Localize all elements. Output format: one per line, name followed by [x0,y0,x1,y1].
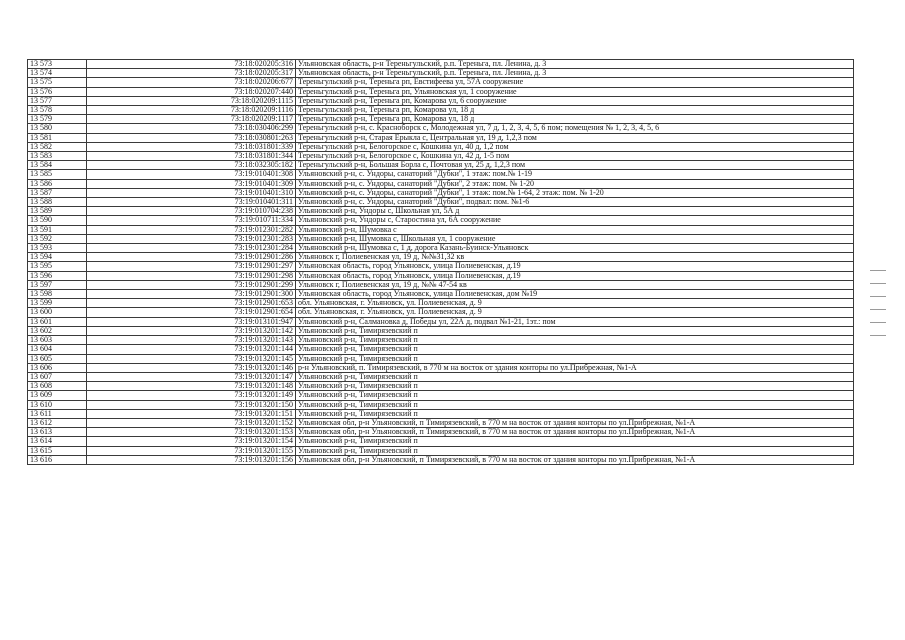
address-cell: Ульяновский р-н, Тимирязевский п [296,446,854,455]
row-number-cell: 13 609 [28,391,87,400]
address-cell: Тереньгульский р-н, Тереньга рп, Комарова ул, 18 д [296,106,854,115]
row-number-cell: 13 616 [28,455,87,464]
address-cell: Ульяновский р-н, Шумовка с [296,225,854,234]
row-number-cell: 13 583 [28,152,87,161]
cadastral-number-cell: 73:19:013201:152 [87,418,296,427]
address-cell: Ульяновский р-н, с. Ундоры, санаторий "Дубки", подвал: пом. №1-6 [296,198,854,207]
row-number-cell: 13 587 [28,188,87,197]
table-row [28,124,854,133]
address-cell: обл. Ульяновская, г. Ульяновск, ул. Полиевенская, д. 9 [296,308,854,317]
cadastral-number-cell: 73:18:020205:317 [87,69,296,78]
table-row [28,336,854,345]
table-row [28,133,854,142]
address-cell: Ульяновская область, город Ульяновск, улица Полиевенская, д.19 [296,262,854,271]
table-row [28,382,854,391]
address-cell: Ульяновский р-н, Ундоры с, Старостина ул, 6А сооружение [296,216,854,225]
cadastral-number-cell: 73:19:013201:142 [87,326,296,335]
address-cell: Ульяновский р-н, Салмановка д, Победы ул, 22А д, подвал №1-21, 1эт.: пом [296,317,854,326]
table-row [28,170,854,179]
row-number-cell: 13 582 [28,142,87,151]
row-number-cell: 13 596 [28,271,87,280]
margin-scan-marks [870,270,886,348]
cadastral-number-cell: 73:18:020209:1117 [87,115,296,124]
address-cell: Ульяновский р-н, Тимирязевский п [296,372,854,381]
row-number-cell: 13 615 [28,446,87,455]
table-row [28,207,854,216]
cadastral-number-cell: 73:19:013201:151 [87,409,296,418]
row-number-cell: 13 586 [28,179,87,188]
row-number-cell: 13 603 [28,336,87,345]
table-row [28,225,854,234]
address-cell: Тереньгульский р-н, Старая Ерыкла с, Центральная ул, 19 д, 1,2,3 пом [296,133,854,142]
address-cell: Ульяновский р-н, Тимирязевский п [296,382,854,391]
address-cell: Ульяновская область, город Ульяновск, улица Полиевенская, дом №19 [296,290,854,299]
address-cell: Ульяновская область, город Ульяновск, улица Полиевенская, д.19 [296,271,854,280]
row-number-cell: 13 595 [28,262,87,271]
table-row [28,262,854,271]
address-cell: Ульяновский р-н, Тимирязевский п [296,391,854,400]
address-cell: Тереньгульский р-н, Белогорское с, Кошкина ул, 42 д, 1-5 пом [296,152,854,161]
table-row [28,326,854,335]
address-cell: Ульяновский р-н, Шумовка с, Школьная ул, 1 сооружение [296,234,854,243]
cadastral-number-cell: 73:18:030801:263 [87,133,296,142]
table-row [28,152,854,161]
table-row [28,188,854,197]
address-cell: Тереньгульский р-н, Тереньга рп, Комарова ул, 18 д [296,115,854,124]
cadastral-number-cell: 73:19:010401:310 [87,188,296,197]
row-number-cell: 13 611 [28,409,87,418]
table-row [28,290,854,299]
table-row [28,253,854,262]
table-row [28,400,854,409]
row-number-cell: 13 591 [28,225,87,234]
row-number-cell: 13 608 [28,382,87,391]
row-number-cell: 13 576 [28,87,87,96]
table-row [28,428,854,437]
address-cell: Ульяновский р-н, Тимирязевский п [296,326,854,335]
address-cell: Ульяновский р-н, Тимирязевский п [296,345,854,354]
row-number-cell: 13 574 [28,69,87,78]
address-cell: Тереньгульский р-н, Большая Борла с, Почтовая ул, 25 д, 1,2,3 пом [296,161,854,170]
table-row [28,418,854,427]
table-row [28,345,854,354]
row-number-cell: 13 580 [28,124,87,133]
cadastral-number-cell: 73:18:020206:677 [87,78,296,87]
cadastral-number-cell: 73:19:013201:145 [87,354,296,363]
address-cell: Ульяновская обл, р-н Ульяновский, п Тимирязевский, в 770 м на восток от здания конторы по ул.Прибрежная, №1-А [296,418,854,427]
row-number-cell: 13 607 [28,372,87,381]
cadastral-number-cell: 73:19:012901:297 [87,262,296,271]
cadastral-number-cell: 73:19:012901:653 [87,299,296,308]
registry-table [27,59,854,465]
cadastral-number-cell: 73:19:012901:298 [87,271,296,280]
table-row [28,372,854,381]
row-number-cell: 13 600 [28,308,87,317]
row-number-cell: 13 606 [28,363,87,372]
row-number-cell: 13 598 [28,290,87,299]
row-number-cell: 13 584 [28,161,87,170]
table-row [28,409,854,418]
cadastral-number-cell: 73:19:010704:238 [87,207,296,216]
address-cell: Ульяновский р-н, Тимирязевский п [296,409,854,418]
address-cell: Тереньгульский р-н, с. Красноборск с, Молодежная ул, 7 д, 1, 2, 3, 4, 5, 6 пом; помещения № 1, 2, 3, 4, 5, 6 [296,124,854,133]
row-number-cell: 13 589 [28,207,87,216]
row-number-cell: 13 578 [28,106,87,115]
table-row [28,69,854,78]
row-number-cell: 13 614 [28,437,87,446]
table-row [28,271,854,280]
table-row [28,96,854,105]
address-cell: Ульяновск г, Полиевенская ул, 19 д, №№ 47-54 кв [296,280,854,289]
table-row [28,198,854,207]
address-cell: Ульяновский р-н, с. Ундоры, санаторий "Дубки", 1 этаж: пом.№ 1-64, 2 этаж: пом. № 1-20 [296,188,854,197]
table-row [28,87,854,96]
table-row [28,234,854,243]
cadastral-number-cell: 73:18:032305:182 [87,161,296,170]
table-row [28,115,854,124]
table-row [28,437,854,446]
address-cell: Ульяновский р-н, Тимирязевский п [296,400,854,409]
cadastral-number-cell: 73:19:012301:284 [87,244,296,253]
address-cell: Ульяновская область, р-н Тереньгульский, р.п. Тереньга, пл. Ленина, д. 3 [296,69,854,78]
table-row [28,60,854,69]
address-cell: Ульяновская обл, р-н Ульяновский, п Тимирязевский, в 770 м на восток от здания конторы по ул.Прибрежная, №1-А [296,428,854,437]
address-cell: Тереньгульский р-н, Тереньга рп, Евстифеева ул, 57А сооружение [296,78,854,87]
address-cell: обл. Ульяновская, г. Ульяновск, ул. Полиевенская, д. 9 [296,299,854,308]
cadastral-number-cell: 73:19:012901:654 [87,308,296,317]
cadastral-number-cell: 73:19:013201:146 [87,363,296,372]
row-number-cell: 13 612 [28,418,87,427]
table-row [28,354,854,363]
cadastral-number-cell: 73:19:010401:309 [87,179,296,188]
table-row [28,179,854,188]
row-number-cell: 13 613 [28,428,87,437]
table-row [28,299,854,308]
cadastral-number-cell: 73:18:020209:1115 [87,96,296,105]
cadastral-number-cell: 73:19:012901:286 [87,253,296,262]
cadastral-number-cell: 73:19:012901:300 [87,290,296,299]
address-cell: Тереньгульский р-н, Тереньга рп, Комарова ул, 6 сооружение [296,96,854,105]
row-number-cell: 13 590 [28,216,87,225]
cadastral-number-cell: 73:18:020207:440 [87,87,296,96]
row-number-cell: 13 610 [28,400,87,409]
cadastral-number-cell: 73:18:020205:316 [87,60,296,69]
table-row [28,244,854,253]
cadastral-number-cell: 73:19:013201:156 [87,455,296,464]
cadastral-number-cell: 73:19:013201:148 [87,382,296,391]
address-cell: Ульяновский р-н, Тимирязевский п [296,437,854,446]
cadastral-number-cell: 73:19:013201:144 [87,345,296,354]
cadastral-number-cell: 73:19:013201:147 [87,372,296,381]
table-row [28,363,854,372]
table-row [28,161,854,170]
cadastral-number-cell: 73:19:012301:283 [87,234,296,243]
registry-table-body [28,60,854,465]
table-row [28,142,854,151]
cadastral-number-cell: 73:19:013201:143 [87,336,296,345]
address-cell: Ульяновская обл, р-н Ульяновский, п Тимирязевский, в 770 м на восток от здания конторы по ул.Прибрежная, №1-А [296,455,854,464]
table-row [28,446,854,455]
row-number-cell: 13 593 [28,244,87,253]
cadastral-number-cell: 73:19:013201:149 [87,391,296,400]
cadastral-number-cell: 73:19:010401:308 [87,170,296,179]
address-cell: р-н Ульяновский, п. Тимирязевский, в 770 м на восток от здания конторы по ул.Прибрежная, №1-А [296,363,854,372]
address-cell: Ульяновск г, Полиевенская ул, 19 д, №№31,32 кв [296,253,854,262]
table-row [28,78,854,87]
address-cell: Ульяновский р-н, Шумовка с, 1 д, дорога Казань-Буинск-Ульяновск [296,244,854,253]
cadastral-number-cell: 73:19:013101:947 [87,317,296,326]
row-number-cell: 13 605 [28,354,87,363]
cadastral-number-cell: 73:19:010711:334 [87,216,296,225]
cadastral-number-cell: 73:19:010401:311 [87,198,296,207]
cadastral-number-cell: 73:18:031801:344 [87,152,296,161]
table-row [28,280,854,289]
cadastral-number-cell: 73:19:012901:299 [87,280,296,289]
cadastral-number-cell: 73:19:013201:155 [87,446,296,455]
row-number-cell: 13 602 [28,326,87,335]
table-row [28,216,854,225]
cadastral-number-cell: 73:19:012301:282 [87,225,296,234]
row-number-cell: 13 599 [28,299,87,308]
address-cell: Ульяновская область, р-н Тереньгульский, р.п. Тереньга, пл. Ленина, д. 3 [296,60,854,69]
row-number-cell: 13 575 [28,78,87,87]
cadastral-number-cell: 73:18:020209:1116 [87,106,296,115]
row-number-cell: 13 597 [28,280,87,289]
table-row [28,106,854,115]
row-number-cell: 13 579 [28,115,87,124]
row-number-cell: 13 592 [28,234,87,243]
table-row [28,317,854,326]
table-row [28,455,854,464]
table-row [28,391,854,400]
address-cell: Тереньгульский р-н, Тереньга рп, Ульяновская ул, 1 сооружение [296,87,854,96]
cadastral-number-cell: 73:18:031801:339 [87,142,296,151]
row-number-cell: 13 573 [28,60,87,69]
cadastral-number-cell: 73:18:030406:299 [87,124,296,133]
cadastral-number-cell: 73:19:013201:154 [87,437,296,446]
address-cell: Ульяновский р-н, с. Ундоры, санаторий "Дубки", 2 этаж: пом. № 1-20 [296,179,854,188]
address-cell: Ульяновский р-н, с. Ундоры, санаторий "Дубки", 1 этаж: пом.№ 1-19 [296,170,854,179]
row-number-cell: 13 585 [28,170,87,179]
cadastral-number-cell: 73:19:013201:153 [87,428,296,437]
row-number-cell: 13 604 [28,345,87,354]
address-cell: Ульяновский р-н, Ундоры с, Школьная ул, 5А д [296,207,854,216]
address-cell: Ульяновский р-н, Тимирязевский п [296,336,854,345]
row-number-cell: 13 581 [28,133,87,142]
row-number-cell: 13 601 [28,317,87,326]
row-number-cell: 13 588 [28,198,87,207]
address-cell: Тереньгульский р-н, Белогорское с, Кошкина ул, 40 д, 1,2 пом [296,142,854,151]
row-number-cell: 13 577 [28,96,87,105]
address-cell: Ульяновский р-н, Тимирязевский п [296,354,854,363]
cadastral-number-cell: 73:19:013201:150 [87,400,296,409]
row-number-cell: 13 594 [28,253,87,262]
table-row [28,308,854,317]
